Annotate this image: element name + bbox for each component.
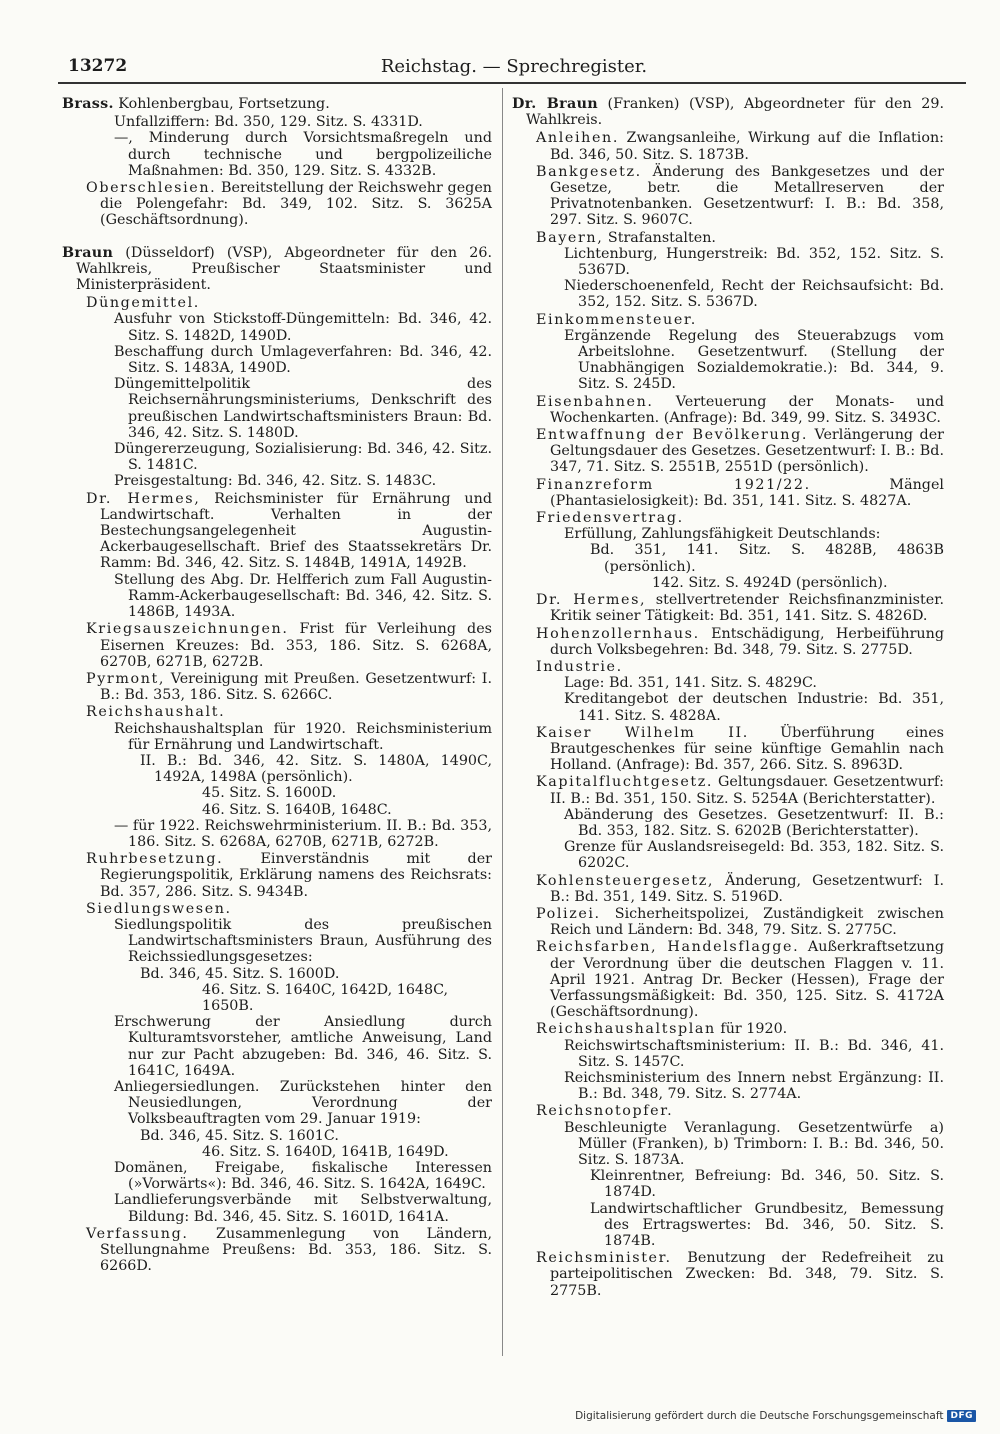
sub-entry — [140, 753, 492, 785]
entry-text: 46. Sitz. S. 1640C, 1642D, 1648C, 1650B. — [202, 981, 449, 1014]
entry-text: Reichshaushaltsplan für 1920. Reichsministerium für Ernährung und Landwirtschaft. — [114, 720, 492, 753]
entry-text: Reichswirtschaftsministerium: II. B.: Bd. 346, 41. Sitz. S. 1457C. — [564, 1037, 944, 1070]
sub-entry — [202, 1144, 492, 1160]
entry-text: 46. Sitz. S. 1640D, 1641B, 1649D. — [202, 1143, 449, 1160]
topic-entry — [536, 1250, 944, 1299]
topic-keyword: Dr. Hermes, — [536, 592, 647, 609]
topic-entry — [536, 312, 944, 328]
entry-text: für 1920. — [715, 1021, 788, 1038]
sub-entry — [202, 785, 492, 801]
entry-text: Bd. 346, 45. Sitz. S. 1601C. — [140, 1127, 339, 1144]
entry-text: Lichtenburg, Hungerstreik: Bd. 352, 152. Sitz. S. 5367D. — [564, 245, 944, 279]
topic-keyword: Hohenzollernhaus. — [536, 625, 700, 642]
entry-text: Verlängerung der Geltungsdauer des Gesetzes. Gesetzentwurf: I. B.: Bd. 347, 71. Sitz. S. 2551B, 2551D (persönlich). — [550, 427, 944, 476]
entry-text: Strafanstalten. — [603, 229, 716, 246]
topic-keyword: Kapitalfluchtgesetz. — [536, 774, 714, 791]
sub-entry — [590, 1168, 944, 1200]
topic-entry — [86, 621, 492, 670]
topic-entry — [86, 901, 492, 917]
topic-entry — [536, 939, 944, 1020]
topic-entry — [86, 704, 492, 720]
entry-text: Erfüllung, Zahlungsfähigkeit Deutschlands: — [564, 526, 881, 543]
speaker-name: Braun — [62, 244, 114, 261]
sub-entry — [564, 1120, 944, 1169]
entry-text: Entschädigung, Herbeiführung durch Volksbegehren: Bd. 348, 79. Sitz. S. 2775D. — [550, 625, 944, 658]
entry-text: Niederschoenenfeld, Recht der Reichsaufsicht: Bd. 352, 152. Sitz. S. 5367D. — [564, 278, 944, 311]
sub-entry — [114, 818, 492, 850]
sub-entry — [114, 114, 492, 130]
topic-entry — [536, 1103, 944, 1119]
topic-keyword: Ruhrbesetzung. — [86, 851, 224, 868]
entry-text: Beschleunigte Veranlagung. Gesetzentwürfe a) Müller (Franken), b) Trimborn: I. B.: Bd. 346, 50. Sitz. S. 1873A. — [564, 1119, 944, 1168]
speaker-name: Brass. — [62, 96, 114, 112]
left-column — [62, 96, 492, 1274]
topic-entry — [86, 1226, 492, 1275]
topic-keyword: Polizei. — [536, 905, 601, 922]
topic-entry — [536, 774, 944, 806]
sub-entry — [564, 328, 944, 393]
topic-entry — [86, 671, 492, 703]
entry-text: 46. Sitz. S. 1640B, 1648C. — [202, 801, 392, 818]
entry-text: Grenze für Auslandsreisegeld: Bd. 353, 182. Sitz. S. 6202C. — [564, 839, 944, 872]
sub-entry — [114, 376, 492, 441]
speaker-entry — [512, 96, 944, 128]
entry-text: Preisgestaltung: Bd. 346, 42. Sitz. S. 1483C. — [114, 473, 437, 490]
sub-entry — [202, 802, 492, 818]
entry-text: — für 1922. Reichswehrministerium. II. B.: Bd. 353, 186. Sitz. S. 6268A, 6270B, 6271B, 6272B. — [114, 817, 492, 850]
entry-text: 142. Sitz. S. 4924D (persönlich). — [652, 574, 888, 591]
sub-entry — [202, 982, 492, 1014]
topic-keyword: Entwaffnung der Bevölkerung. — [536, 427, 808, 444]
sub-entry — [564, 839, 944, 871]
sub-entry — [564, 675, 944, 691]
entry-text: 45. Sitz. S. 1600D. — [202, 785, 337, 802]
topic-entry — [536, 510, 944, 526]
entry-text: Änderung, Gesetzentwurf: I. B.: Bd. 351, 149. Sitz. S. 5196D. — [550, 872, 944, 905]
page-header — [58, 50, 970, 80]
topic-keyword: Reichsfarben, Handelsflagge. — [536, 939, 800, 956]
sub-entry — [590, 1201, 944, 1250]
sub-entry — [114, 1014, 492, 1079]
sub-entry — [564, 246, 944, 278]
sub-entry — [114, 721, 492, 753]
entry-text: Reichsminister für Ernährung und Landwirtschaft. Verhalten in der Bestechungsangelegenheit Augustin-Ackerbaugesellschaft. Brief des Staatssekretärs Dr. Ramm: Bd. 346, 42. Sitz. S. 1484B, 1491A, 1492B. — [100, 490, 492, 572]
sub-entry — [114, 1160, 492, 1192]
topic-entry — [86, 491, 492, 572]
speaker-entry — [62, 96, 492, 112]
entry-text: Überführung eines Brautgeschenkes für seine künftige Gemahlin nach Holland. (Anfrage): Bd. 357, 266. Sitz. S. 8963D. — [550, 724, 945, 774]
column-divider — [502, 88, 503, 1356]
topic-keyword: Reichshaushalt. — [86, 704, 226, 721]
topic-keyword: Verfassung. — [86, 1225, 189, 1242]
entry-text: Domänen, Freigabe, fiskalische Interessen (»Vorwärts«): Bd. 346, 46. Sitz. S. 1642A, 1649C. — [114, 1160, 492, 1193]
entry-text: Bd. 346, 45. Sitz. S. 1600D. — [140, 965, 340, 982]
sub-entry — [564, 526, 944, 542]
right-column — [512, 96, 944, 1299]
speaker-entry — [62, 245, 492, 294]
topic-keyword: Kaiser Wilhelm II. — [536, 724, 749, 741]
topic-keyword: Bayern, — [536, 229, 604, 246]
sub-entry — [564, 1038, 944, 1070]
page-number: 13272 — [68, 56, 128, 76]
topic-keyword: Siedlungswesen. — [86, 900, 232, 917]
topic-keyword: Düngemittel. — [86, 295, 200, 312]
header-rule — [58, 82, 966, 84]
topic-keyword: Pyrmont, — [86, 670, 165, 687]
entry-text: Mängel (Phantasielosigkeit): Bd. 351, 141. Sitz. S. 4827A. — [550, 476, 944, 509]
entry-text: Ergänzende Regelung des Steuerabzugs vom Arbeitslohne. Gesetzentwurf. (Stellung der Unabhängigen Sozialdemokratie.): Bd. 344, 9. Sitz. S. 245D. — [564, 327, 944, 393]
entry-text: Abänderung des Gesetzes. Gesetzentwurf: II. B.: Bd. 353, 182. Sitz. S. 6202B (Berichterstatter). — [564, 806, 944, 839]
entry-text: Lage: Bd. 351, 141. Sitz. S. 4829C. — [564, 675, 817, 692]
sub-entry — [140, 1128, 492, 1144]
topic-keyword: Industrie. — [536, 658, 623, 675]
entry-text: Benutzung der Redefreiheit zu parteipolitischen Zwecken: Bd. 348, 79. Sitz. S. 2775B. — [550, 1250, 944, 1299]
sub-entry — [564, 807, 944, 839]
entry-text: Siedlungspolitik des preußischen Landwirtschaftsministers Braun, Ausführung des Reichssiedlungsgesetzes: — [114, 916, 492, 966]
entry-text: Düngererzeugung, Sozialisierung: Bd. 346, 42. Sitz. S. 1481C. — [114, 441, 492, 474]
entry-text: Zusammenlegung von Ländern, Stellungnahme Preußens: Bd. 353, 186. Sitz. S. 6266D. — [100, 1225, 492, 1275]
topic-keyword: Reichshaushaltsplan — [536, 1021, 716, 1038]
entry-text: Außerkraftsetzung der Verordnung über die deutschen Flaggen v. 11. April 1921. Antrag Dr. Becker (Hessen), Frage der Verfassungsmäßigkeit: Bd. 350, 125. Sitz. S. 4172A (Geschäftsordnung). — [550, 939, 944, 1021]
topic-keyword: Anleihen. — [536, 130, 619, 147]
entry-text: stellvertretender Reichsfinanzminister. Kritik seiner Tätigkeit: Bd. 351, 141. Sitz. S. 4826D. — [550, 592, 945, 625]
entry-text: (Düsseldorf) (VSP), Abgeordneter für den 26. Wahlkreis, Preußischer Staatsminister und Ministerpräsident. — [76, 244, 492, 294]
sub-entry — [564, 1070, 944, 1102]
entry-text: Verteuerung der Monats- und Wochenkarten. (Anfrage): Bd. 349, 99. Sitz. S. 3493C. — [550, 393, 944, 426]
entry-text: Anliegersiedlungen. Zurückstehen hinter den Neusiedlungen, Verordnung der Volksbeauftragten vom 29. Januar 1919: — [114, 1078, 492, 1128]
topic-entry — [536, 164, 944, 229]
topic-entry — [536, 592, 944, 624]
topic-entry — [536, 394, 944, 426]
entry-text: Landwirtschaftlicher Grundbesitz, Bemessung des Ertragswertes: Bd. 346, 50. Sitz. S. 1874B. — [590, 1200, 944, 1250]
entry-text: Beschaffung durch Umlageverfahren: Bd. 346, 42. Sitz. S. 1483A, 1490D. — [114, 343, 492, 377]
dfg-logo-icon: DFG — [947, 1410, 976, 1422]
topic-entry — [86, 851, 492, 900]
topic-entry — [536, 906, 944, 938]
entry-text: Düngemittelpolitik des Reichsernährungsministeriums, Denkschrift des preußischen Landwirtschaftsministers Braun: Bd. 346, 42. Sitz. S. 1480D. — [114, 376, 492, 441]
entry-text: Bd. 351, 141. Sitz. S. 4828B, 4863B (persönlich). — [590, 542, 944, 575]
topic-keyword: Eisenbahnen. — [536, 393, 654, 410]
sub-entry — [590, 542, 944, 574]
running-title: Reichstag. — Sprechregister. — [380, 56, 648, 77]
entry-text: Ausfuhr von Stickstoff-Düngemitteln: Bd. 346, 42. Sitz. S. 1482D, 1490D. — [114, 311, 492, 344]
topic-entry — [536, 659, 944, 675]
sub-entry — [114, 130, 492, 179]
entry-text: Kleinrentner, Befreiung: Bd. 346, 50. Sitz. S. 1874D. — [590, 1168, 944, 1201]
entry-text: Landlieferungsverbände mit Selbstverwaltung, Bildung: Bd. 346, 45. Sitz. S. 1601D, 1641A. — [114, 1192, 492, 1225]
entry-text: Einverständnis mit der Regierungspolitik, Erklärung namens des Reichsrats: Bd. 357, 286. Sitz. S. 9434B. — [100, 851, 492, 900]
topic-entry — [536, 873, 944, 905]
sub-entry — [114, 473, 492, 489]
topic-entry — [536, 477, 944, 509]
sub-entry — [564, 691, 944, 723]
sub-entry — [114, 1192, 492, 1224]
topic-keyword: Kriegsauszeichnungen. — [86, 621, 289, 638]
entry-text: Erschwerung der Ansiedlung durch Kulturamtsvorsteher, amtliche Anweisung, Land nur zur Pacht abzugeben: Bd. 346, 46. Sitz. S. 1641C, 1649A. — [114, 1014, 492, 1079]
topic-entry — [86, 180, 492, 229]
topic-keyword: Finanzreform 1921/22. — [536, 476, 811, 493]
sub-entry — [114, 311, 492, 343]
entry-gap — [62, 229, 492, 245]
sub-entry — [652, 575, 944, 591]
topic-keyword: Reichsnotopfer. — [536, 1103, 674, 1120]
entry-text: II. B.: Bd. 346, 42. Sitz. S. 1480A, 1490C, 1492A, 1498A (persönlich). — [140, 752, 492, 786]
topic-entry — [536, 230, 944, 246]
entry-text: Bereitstellung der Reichswehr gegen die Polengefahr: Bd. 349, 102. Sitz. S. 3625A (Geschäftsordnung). — [100, 180, 492, 229]
topic-entry — [536, 626, 944, 658]
entry-text: Frist für Verleihung des Eisernen Kreuzes: Bd. 353, 186. Sitz. S. 6268A, 6270B, 6271B, 6272B. — [100, 621, 492, 670]
topic-keyword: Dr. Hermes, — [86, 490, 201, 507]
entry-text: Vereinigung mit Preußen. Gesetzentwurf: I. B.: Bd. 353, 186. Sitz. S. 6266C. — [100, 670, 492, 704]
topic-entry — [536, 427, 944, 476]
topic-entry — [536, 130, 944, 162]
sub-entry — [114, 917, 492, 966]
sub-entry — [114, 441, 492, 473]
topic-keyword: Oberschlesien. — [86, 180, 217, 197]
sub-entry — [140, 966, 492, 982]
sub-entry — [114, 344, 492, 376]
topic-entry — [86, 295, 492, 311]
topic-keyword: Kohlensteuergesetz, — [536, 872, 715, 889]
footer-credit: Digitalisierung gefördert durch die Deutsche Forschungsgemeinschaft — [575, 1410, 944, 1422]
entry-text: Geltungsdauer. Gesetzentwurf: II. B.: Bd. 351, 150. Sitz. S. 5254A (Berichterstatter). — [550, 774, 944, 807]
sub-entry — [114, 1079, 492, 1128]
entry-text: Stellung des Abg. Dr. Helfferich zum Fall Augustin-Ramm-Ackerbaugesellschaft: Bd. 346, 42. Sitz. S. 1486B, 1493A. — [114, 571, 492, 621]
topic-keyword: Friedensvertrag. — [536, 510, 684, 527]
topic-keyword: Einkommensteuer. — [536, 311, 697, 328]
entry-text: —, Minderung durch Vorsichtsmaßregeln und durch technische und bergpolizeiliche Maßnahmen: Bd. 350, 129. Sitz. S. 4332B. — [114, 130, 492, 179]
entry-text: Reichsministerium des Innern nebst Ergänzung: II. B.: Bd. 348, 79. Sitz. S. 2774A. — [564, 1069, 944, 1103]
entry-text: Unfallziffern: Bd. 350, 129. Sitz. S. 4331D. — [114, 114, 423, 131]
topic-entry — [536, 1021, 944, 1037]
speaker-name: Dr. Braun — [512, 96, 598, 112]
entry-text: Sicherheitspolizei, Zuständigkeit zwischen Reich und Ländern: Bd. 348, 79. Sitz. S. 2775C. — [550, 905, 944, 939]
sub-entry — [114, 572, 492, 621]
entry-text: Änderung des Bankgesetzes und der Gesetze, betr. die Metallreserven der Privatnotenbanken. Gesetzentwurf: I. B.: Bd. 358, 297. Sitz. S. 9607C. — [550, 163, 944, 229]
entry-text: Kreditangebot der deutschen Industrie: Bd. 351, 141. Sitz. S. 4828A. — [564, 691, 944, 724]
topic-entry — [536, 725, 944, 774]
sub-entry — [564, 278, 944, 310]
footer — [575, 1410, 976, 1422]
entry-text: (Franken) (VSP), Abgeordneter für den 29. Wahlkreis. — [526, 96, 944, 129]
entry-text: Kohlenbergbau, Fortsetzung. — [113, 96, 330, 112]
entry-text: Zwangsanleihe, Wirkung auf die Inflation: Bd. 346, 50. Sitz. S. 1873B. — [550, 130, 944, 163]
topic-keyword: Bankgesetz. — [536, 163, 642, 180]
topic-keyword: Reichsminister. — [536, 1250, 672, 1267]
